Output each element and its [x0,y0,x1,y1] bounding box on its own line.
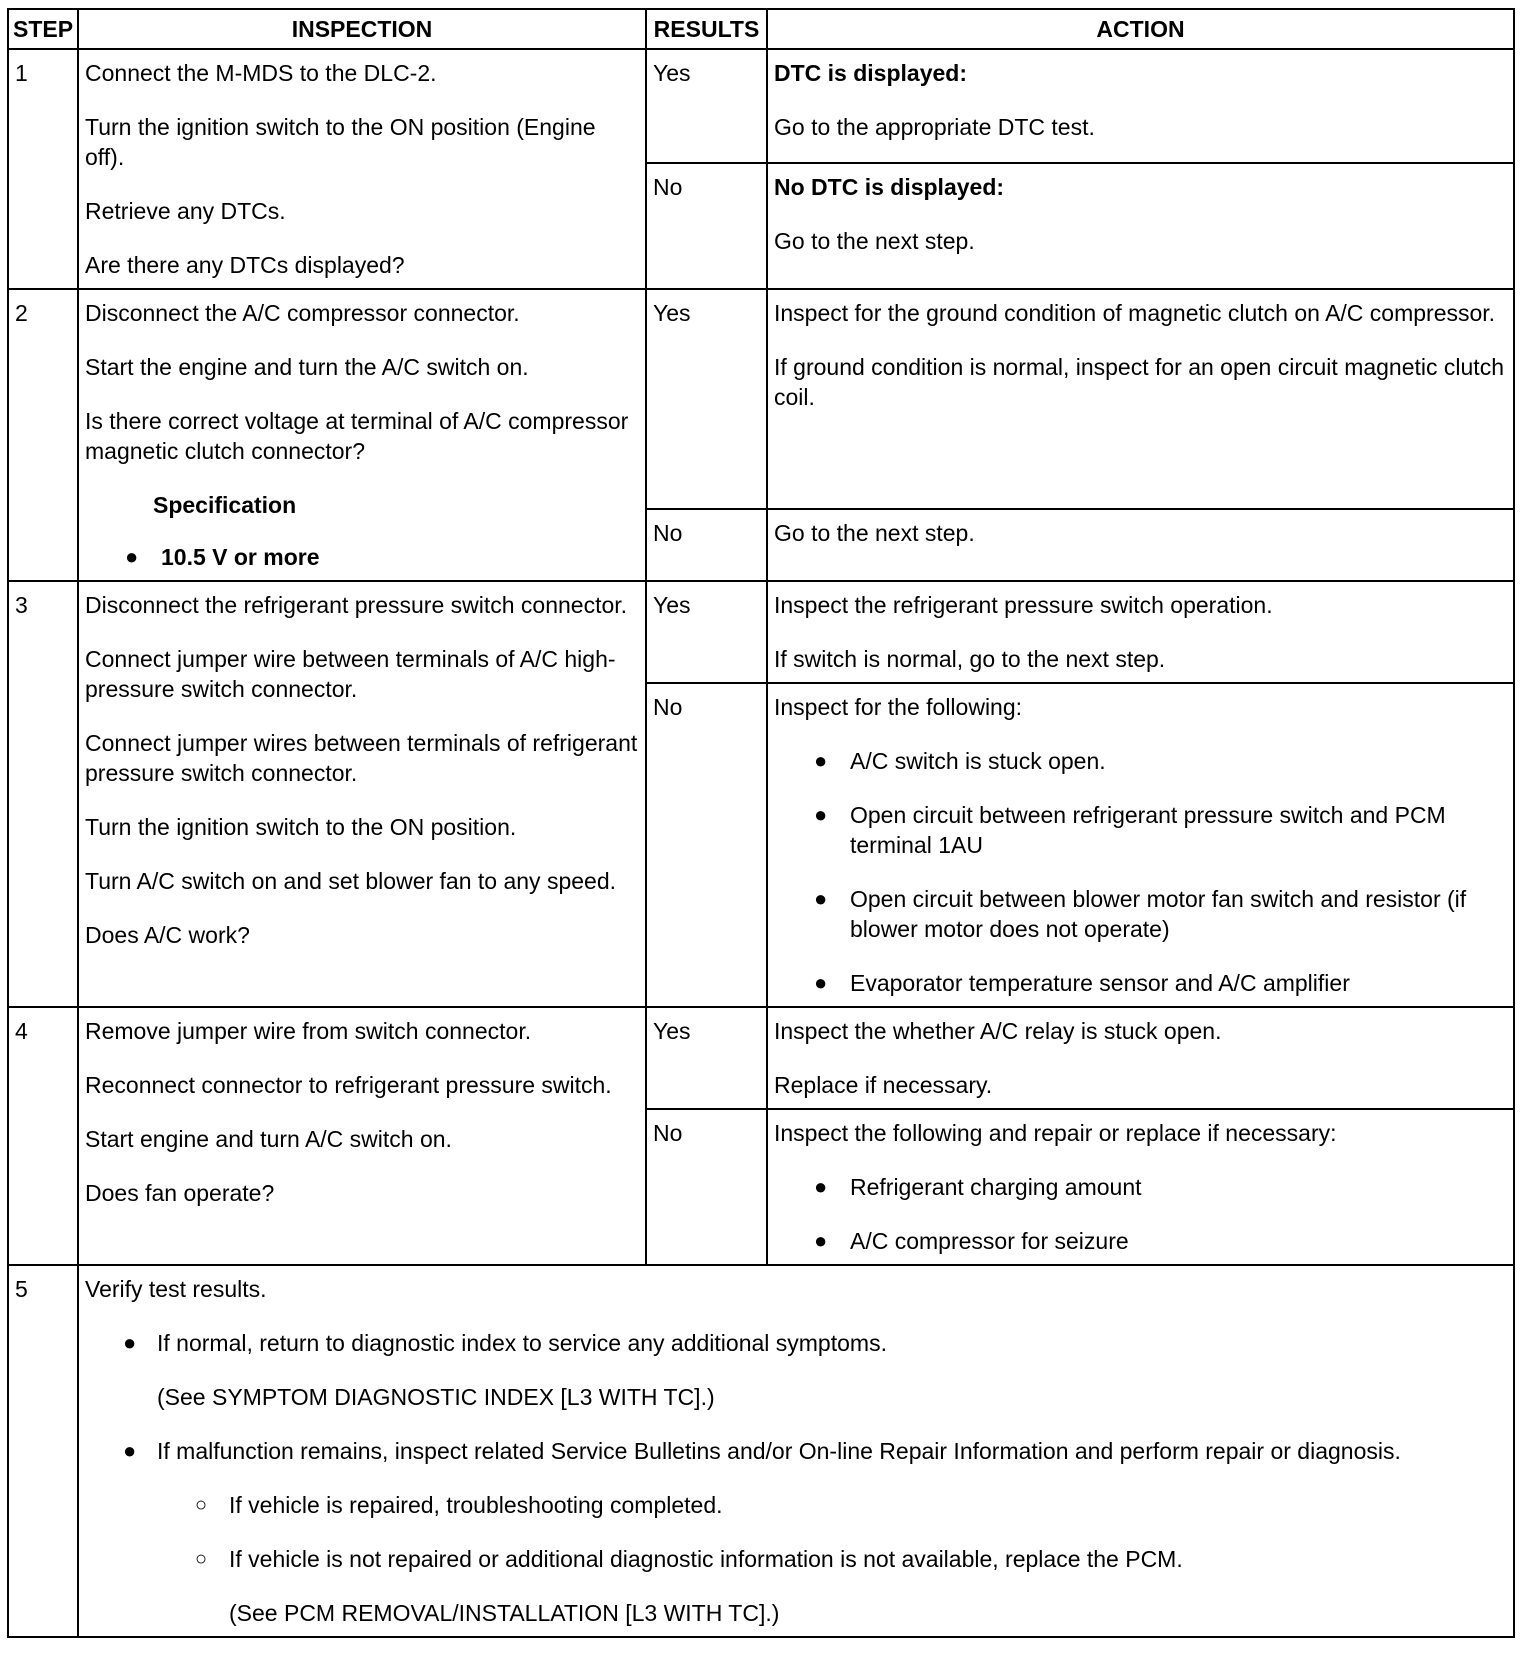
specification-title: Specification [153,492,297,518]
symptom-index-reference: (See SYMPTOM DIAGNOSTIC INDEX [L3 WITH TC].) [157,1384,715,1410]
step-2-action-yes [767,289,1514,509]
inspection-question: Are there any DTCs displayed? [85,252,405,278]
list-item: ● If normal, return to diagnostic index to service any additional symptoms. [123,1330,887,1356]
circle-bullet-icon: ○ [195,1548,208,1570]
inspection-line: Disconnect the refrigerant pressure switch connector. [85,592,628,618]
step-1-row-yes [8,49,1514,163]
list-item: ● If malfunction remains, inspect related Service Bulletins and/or On-line Repair Information and perform repair or diagnosis. [123,1438,1401,1464]
step-2-inspection [78,289,646,581]
step-5-row [8,1265,1514,1637]
inspection-line: Reconnect connector to refrigerant pressure switch. [85,1072,612,1098]
step-1-action-yes [767,49,1514,163]
inspection-line: Connect jumper wire between terminals of A/C high-pressure switch connector. [85,646,616,702]
action-text: If ground condition is normal, inspect for an open circuit magnetic clutch coil. [774,354,1504,410]
action-text: Go to the next step. [774,520,975,546]
inspection-line: Start the engine and turn the A/C switch on. [85,354,529,380]
specification-list [85,542,639,572]
circle-bullet-icon: ○ [195,1494,208,1516]
step-1-action-no [767,163,1514,289]
inspection-question: Is there correct voltage at terminal of A/C compressor magnetic clutch connector? [85,408,629,464]
step-3-row-yes [8,581,1514,683]
step-4-row-yes [8,1007,1514,1109]
step-4-inspection [78,1007,646,1265]
verify-intro: Verify test results. [85,1276,267,1302]
action-list [774,746,1507,998]
action-text: If switch is normal, go to the next step. [774,646,1166,672]
pcm-removal-reference: (See PCM REMOVAL/INSTALLATION [L3 WITH TC].) [229,1600,780,1626]
step-4-result-yes: Yes [646,1007,767,1109]
sub-list-item: ○ If vehicle is not repaired or additional diagnostic information is not available, replace the PCM. [195,1546,1183,1572]
step-5-number: 5 [8,1265,78,1637]
sub-list-item: ○ If vehicle is repaired, troubleshooting completed. [195,1492,723,1518]
step-5-content [78,1265,1514,1637]
verify-list [85,1436,1507,1466]
list-item: ● A/C switch is stuck open. [814,748,1106,774]
step-2-result-no: No [646,509,767,581]
action-text: Inspect the refrigerant pressure switch operation. [774,592,1273,618]
inspection-line: Turn the ignition switch to the ON position (Engine off). [85,114,596,170]
bullet-icon: ● [123,1438,137,1463]
action-text: Inspect for the ground condition of magnetic clutch on A/C compressor. [774,300,1496,326]
action-text: Inspect the whether A/C relay is stuck open. [774,1018,1222,1044]
step-2-result-yes: Yes [646,289,767,509]
step-2-number: 2 [8,289,78,581]
bullet-icon: ● [814,1228,828,1253]
step-3-inspection [78,581,646,1007]
header-step: STEP [8,9,78,49]
list-item: ● Refrigerant charging amount [814,1174,1142,1200]
list-item: ● Evaporator temperature sensor and A/C amplifier [814,970,1350,996]
header-results: RESULTS [646,9,767,49]
bullet-icon: ● [814,802,828,827]
bullet-icon: ● [123,1330,137,1355]
action-text: Replace if necessary. [774,1072,993,1098]
inspection-line: Connect jumper wires between terminals of refrigerant pressure switch connector. [85,730,638,786]
verify-list [85,1328,1507,1358]
inspection-line: Retrieve any DTCs. [85,198,286,224]
action-title: No DTC is displayed: [774,174,1005,200]
list-item: ● Open circuit between refrigerant pressure switch and PCM terminal 1AU [814,802,1446,858]
action-text: Go to the appropriate DTC test. [774,114,1095,140]
step-4-result-no: No [646,1109,767,1265]
step-3-action-no [767,683,1514,1007]
action-title: DTC is displayed: [774,60,967,86]
inspection-line: Start engine and turn A/C switch on. [85,1126,452,1152]
bullet-icon: ● [814,970,828,995]
inspection-line: Connect the M-MDS to the DLC-2. [85,60,437,86]
step-1-result-yes: Yes [646,49,767,163]
step-1-result-no: No [646,163,767,289]
action-intro: Inspect the following and repair or replace if necessary: [774,1120,1337,1146]
inspection-line: Disconnect the A/C compressor connector. [85,300,520,326]
step-3-result-yes: Yes [646,581,767,683]
header-action: ACTION [767,9,1514,49]
inspection-line: Remove jumper wire from switch connector. [85,1018,532,1044]
action-intro: Inspect for the following: [774,694,1023,720]
specification-item: ● 10.5 V or more [125,544,320,570]
action-list [774,1172,1507,1256]
step-3-number: 3 [8,581,78,1007]
bullet-icon: ● [125,544,139,569]
list-item: ● Open circuit between blower motor fan switch and resistor (if blower motor does not operate) [814,886,1467,942]
step-2-row-yes [8,289,1514,509]
list-item: ● A/C compressor for seizure [814,1228,1129,1254]
bullet-icon: ● [814,1174,828,1199]
step-4-action-no [767,1109,1514,1265]
step-2-action-no [767,509,1514,581]
bullet-icon: ● [814,886,828,911]
inspection-question: Does A/C work? [85,922,250,948]
inspection-line: Turn the ignition switch to the ON position. [85,814,517,840]
inspection-line: Turn A/C switch on and set blower fan to any speed. [85,868,616,894]
action-text: Go to the next step. [774,228,975,254]
step-3-result-no: No [646,683,767,1007]
header-inspection: INSPECTION [78,9,646,49]
step-3-action-yes [767,581,1514,683]
bullet-icon: ● [814,748,828,773]
inspection-question: Does fan operate? [85,1180,275,1206]
header-row [8,9,1514,49]
step-4-number: 4 [8,1007,78,1265]
verify-sublist [85,1490,1507,1574]
step-1-number: 1 [8,49,78,289]
step-1-inspection [78,49,646,289]
diagnostic-table [7,8,1515,1638]
step-4-action-yes [767,1007,1514,1109]
